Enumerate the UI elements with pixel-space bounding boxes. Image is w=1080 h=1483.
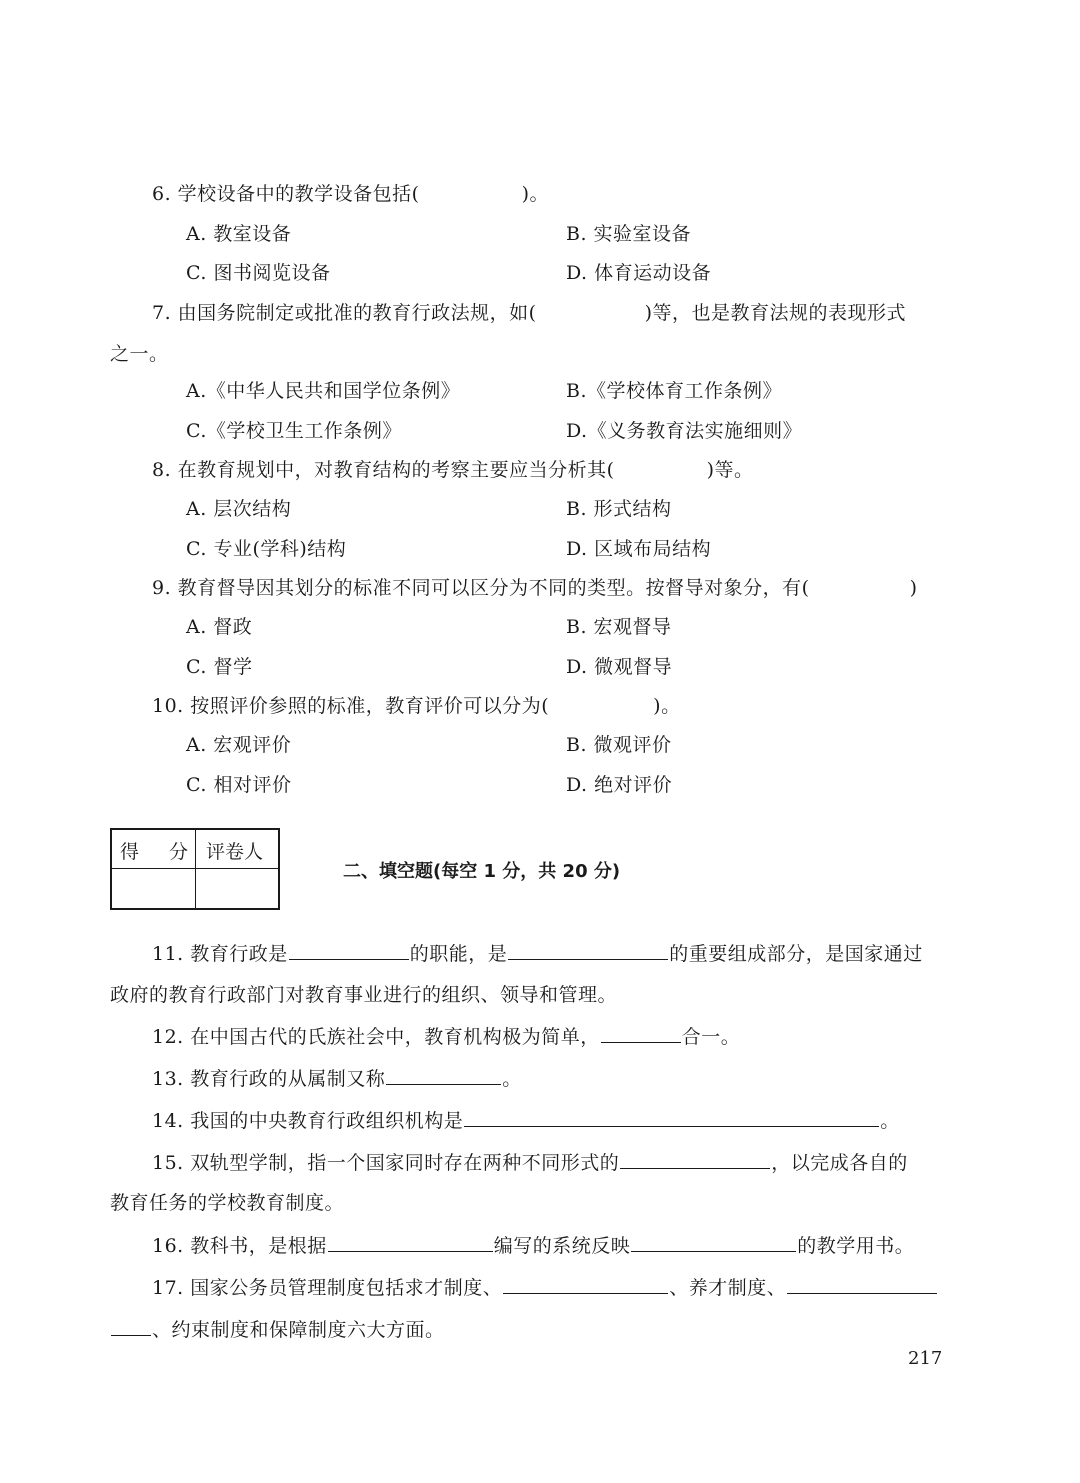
question-6-option-c: C. 图书阅览设备 [186, 262, 331, 284]
question-11-part-1: 11. 教育行政是 [152, 943, 288, 965]
question-10-option-c: C. 相对评价 [186, 774, 292, 796]
section-title: 二、填空题(每空 1 分，共 20 分) [343, 861, 621, 882]
question-16-part-2: 编写的系统反映 [493, 1235, 631, 1257]
question-9 [152, 576, 918, 600]
answer-blank[interactable] [508, 941, 668, 960]
question-14-part-1: 14. 我国的中央教育行政组织机构是 [152, 1110, 464, 1132]
question-6-end: )。 [521, 183, 550, 205]
question-17 [152, 1275, 938, 1300]
answer-blank[interactable] [328, 1233, 493, 1252]
question-8-stem: 8. 在教育规划中，对教育结构的考察主要应当分析其( [152, 459, 615, 481]
question-7-option-d: D.《义务教育法实施细则》 [566, 420, 803, 442]
question-10-option-a: A. 宏观评价 [186, 734, 292, 756]
question-15-part-2: ，以完成各自的 [771, 1152, 908, 1174]
question-17-part-1: 17. 国家公务员管理制度包括求才制度、 [152, 1277, 503, 1299]
question-13-part-1: 13. 教育行政的从属制又称 [152, 1068, 386, 1090]
question-8-option-a: A. 层次结构 [186, 498, 292, 520]
answer-blank[interactable] [601, 1024, 681, 1043]
question-8-option-d: D. 区域布局结构 [566, 538, 712, 560]
question-10-end: )。 [653, 695, 681, 717]
question-9-option-a: A. 督政 [186, 616, 253, 638]
question-10-stem: 10. 按照评价参照的标准，教育评价可以分为( [152, 695, 550, 717]
question-10 [152, 694, 681, 718]
question-7-stem: 7. 由国务院制定或批准的教育行政法规，如( [152, 302, 537, 324]
score-table-row-divider [112, 868, 278, 869]
question-15 [152, 1150, 908, 1175]
question-8 [152, 458, 754, 482]
question-14-part-2: 。 [880, 1110, 900, 1132]
question-6 [152, 182, 549, 206]
page-number: 217 [908, 1348, 943, 1369]
question-8-option-b: B. 形式结构 [566, 498, 672, 520]
question-11-part-2: 的职能，是 [409, 943, 508, 965]
question-9-stem: 9. 教育督导因其划分的标准不同可以区分为不同的类型。按督导对象分，有( [152, 577, 810, 599]
question-8-end: )等。 [706, 459, 754, 481]
grader-label: 评卷人 [206, 841, 264, 863]
answer-blank[interactable] [289, 941, 409, 960]
question-11-continuation: 政府的教育行政部门对教育事业进行的组织、领导和管理。 [110, 984, 618, 1006]
score-label: 得 分 [120, 841, 201, 863]
question-7-option-b: B.《学校体育工作条例》 [566, 380, 783, 402]
question-9-option-c: C. 督学 [186, 656, 253, 678]
question-16 [152, 1233, 914, 1258]
question-7-option-c: C.《学校卫生工作条例》 [186, 420, 402, 442]
question-16-part-3: 的教学用书。 [797, 1235, 915, 1257]
question-14 [152, 1108, 900, 1133]
question-17-continuation [110, 1317, 445, 1342]
score-table [110, 828, 280, 910]
question-12-part-2: 合一。 [681, 1026, 741, 1048]
question-6-option-d: D. 体育运动设备 [566, 262, 712, 284]
question-10-option-d: D. 绝对评价 [566, 774, 673, 796]
question-8-option-c: C. 专业(学科)结构 [186, 538, 347, 560]
answer-blank[interactable] [620, 1150, 770, 1169]
question-15-continuation: 教育任务的学校教育制度。 [110, 1192, 345, 1214]
question-11-part-3: 的重要组成部分，是国家通过 [669, 943, 923, 965]
question-9-option-b: B. 宏观督导 [566, 616, 672, 638]
question-9-end: ) [909, 577, 918, 599]
answer-blank[interactable] [464, 1108, 879, 1127]
question-7-continuation: 之一。 [110, 343, 169, 365]
question-6-option-a: A. 教室设备 [186, 223, 292, 245]
answer-blank[interactable] [787, 1275, 937, 1294]
question-17-part-3: 、约束制度和保障制度六大方面。 [152, 1319, 445, 1341]
answer-blank[interactable] [503, 1275, 668, 1294]
question-15-part-1: 15. 双轨型学制，指一个国家同时存在两种不同形式的 [152, 1152, 620, 1174]
question-17-part-2: 、养才制度、 [669, 1277, 787, 1299]
question-9-option-d: D. 微观督导 [566, 656, 673, 678]
question-11 [152, 941, 923, 966]
answer-blank[interactable] [111, 1317, 151, 1336]
question-10-option-b: B. 微观评价 [566, 734, 672, 756]
answer-blank[interactable] [386, 1066, 501, 1085]
question-7-end: )等，也是教育法规的表现形式 [644, 302, 907, 324]
question-12 [152, 1024, 740, 1049]
question-7 [152, 301, 906, 325]
answer-blank[interactable] [631, 1233, 796, 1252]
question-12-part-1: 12. 在中国古代的氏族社会中，教育机构极为简单， [152, 1026, 600, 1048]
question-13-part-2: 。 [502, 1068, 522, 1090]
question-7-option-a: A.《中华人民共和国学位条例》 [186, 380, 461, 402]
question-13 [152, 1066, 522, 1091]
question-6-option-b: B. 实验室设备 [566, 223, 692, 245]
question-6-stem: 6. 学校设备中的教学设备包括( [152, 183, 420, 205]
question-16-part-1: 16. 教科书，是根据 [152, 1235, 327, 1257]
